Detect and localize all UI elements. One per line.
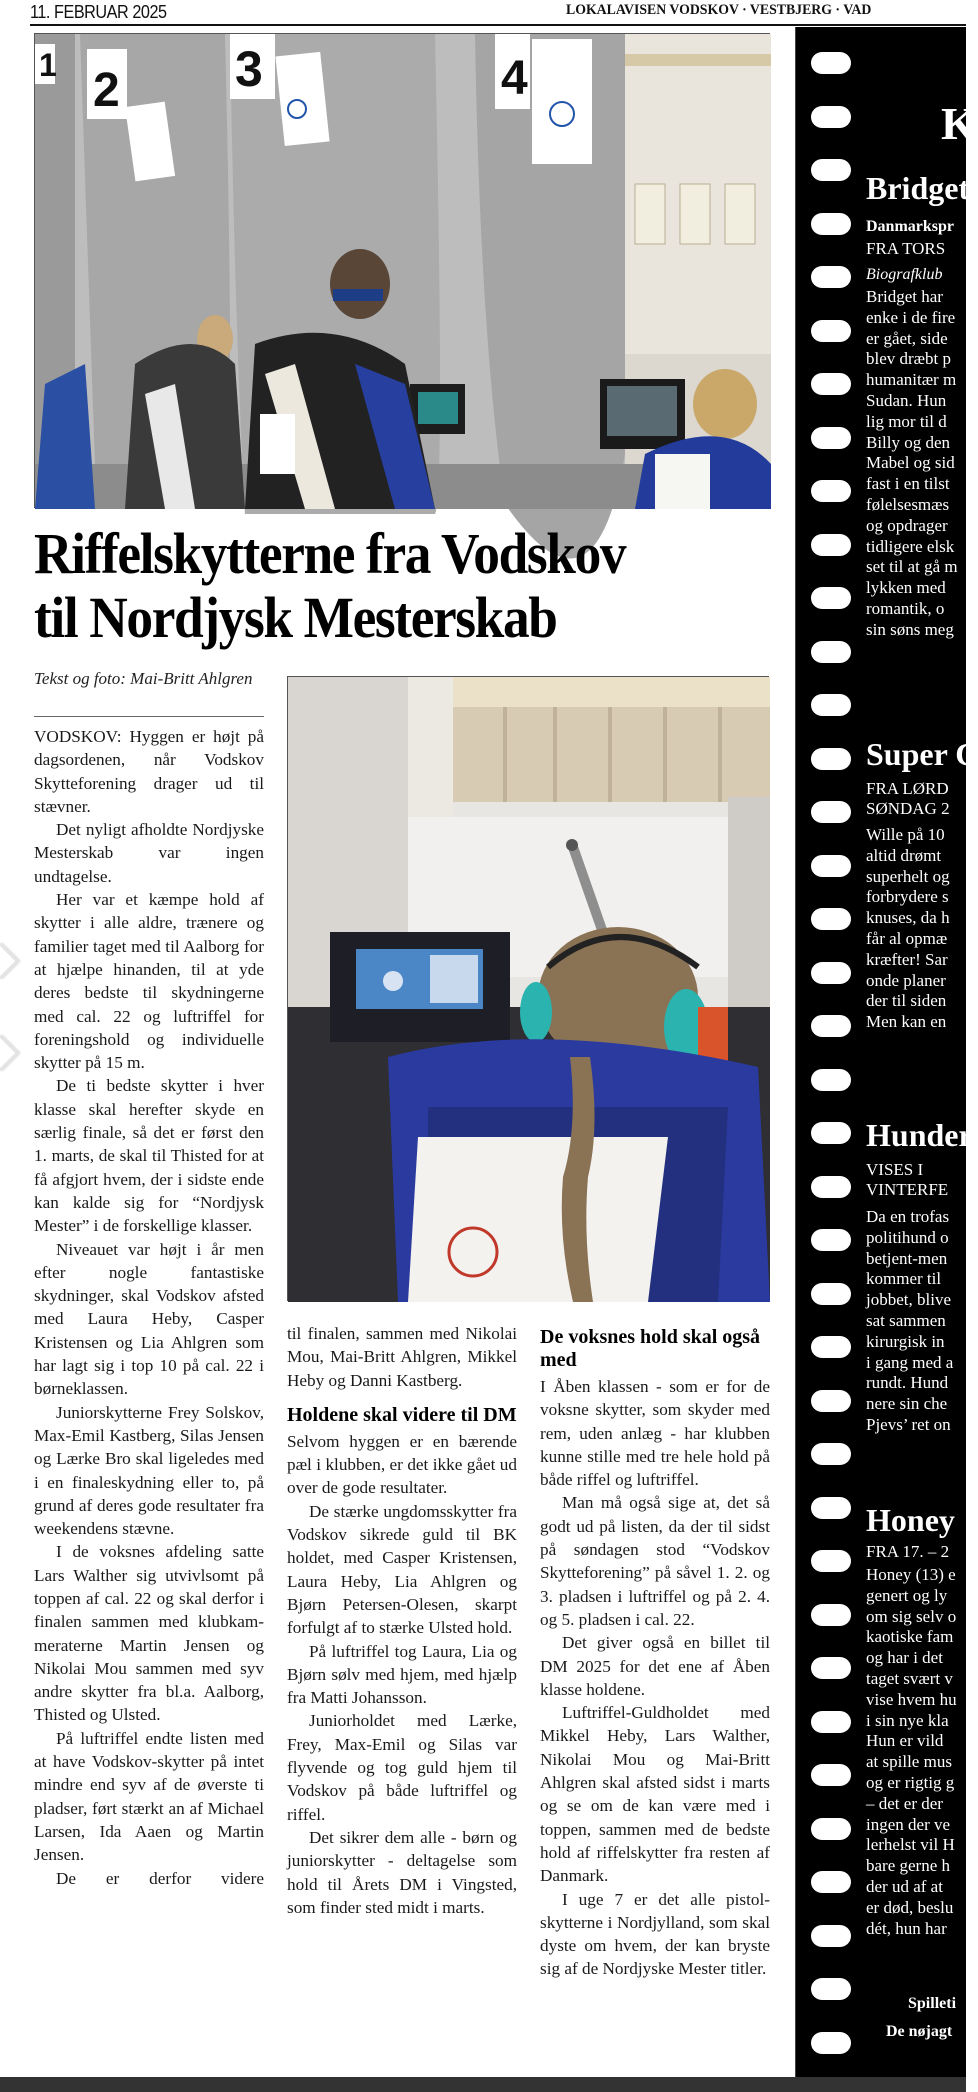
article-column-3 [540, 1322, 770, 1981]
svg-text:3: 3 [235, 41, 263, 97]
film-hole [811, 855, 851, 877]
film-hole [811, 1336, 851, 1358]
film-hole [811, 1871, 851, 1893]
film-hole [811, 266, 851, 288]
paragraph: De ti bedste skytter i hver klasse skal herefter skyde en særlig finale, så det er først den 1. marts, de skal til Thisted for at få afgjort hvem, der i sidste ende kan kalde sig for “Nordjysk Mester” i de forskellige klasser. [34, 1076, 264, 1236]
movie-description: Honey (13) e genert og ly om sig selv o kaotiske fam og har i det taget svært v vise hvem hu i sin nye kla Hun er vild at spille mus og er rigtig g – det er der ingen der ve lerhelst vil H bare gerne h der ud af at er død, beslu dét, hun har [866, 1565, 957, 1938]
headline-line-1: Riffelskytterne fra Vodskov [34, 521, 626, 586]
movie-date: FRA LØRD SØNDAG 2 [866, 779, 950, 818]
chevron-right-icon[interactable] [0, 1035, 19, 1072]
movie-description: Wille på 10 altid drømt superhelt og forbrydere s knuses, da h får al opmæ kræfter! Sar onde planer der til siden Men kan en [866, 825, 950, 1032]
paragraph: Selvom hyggen er en bærende pæl i klubben, er det ikke gået ud over de gode resultater. [287, 1431, 517, 1498]
film-hole [811, 908, 851, 930]
film-hole [811, 52, 851, 74]
film-hole [811, 1443, 851, 1465]
subheading-adult-teams: De voksnes hold skal også med [540, 1326, 761, 1371]
paragraph: Niveauet var højt i år men efter nogle fantastiske skydninger, skal Vodskov afsted med Laura Heby, Casper Kristensen og Lia Ahlgren som har lagt sig i top 10 på cal. 22 i børneklassen. [34, 1239, 264, 1399]
film-hole [811, 587, 851, 609]
film-hole [811, 1229, 851, 1251]
film-hole [811, 962, 851, 984]
film-hole [811, 1978, 851, 2000]
paragraph: Her var et kæmpe hold af skytter i alle aldre, trænere og familier taget med til Aalborg for at hjælpe hinanden, til at yde deres bedste til skydningerne med cal. 22 og luftriffel for foreningshold og individuelle skytter på 15 m. [34, 890, 264, 1073]
film-hole [811, 1069, 851, 1091]
byline-divider [34, 716, 264, 717]
chevron-right-icon[interactable] [0, 943, 19, 980]
svg-text:2: 2 [93, 64, 120, 117]
film-hole [811, 1711, 851, 1733]
showtimes-note: De nøjagt [886, 2023, 953, 2040]
article-photo-shooting-booths [34, 33, 770, 508]
film-hole [811, 1604, 851, 1626]
paragraph: På luftriffel endte listen med at have Vodskov-skytter på intet mindre end syv af de øverste ti pladser, ført stærkt an af Michael Larsen, Ida Aaen og Martin Jensen. [34, 1728, 264, 1865]
film-hole [811, 480, 851, 502]
svg-text:1: 1 [39, 47, 57, 83]
film-hole [811, 1764, 851, 1786]
movie-subtitle: Danmarkspr [866, 218, 955, 235]
article-column-2 [287, 1322, 517, 1919]
paragraph: Juniorskytterne Frey Solskov, Max-Emil Kastberg, Silas Jensen og Lærke Bro skal ligeledes med i en finaleskydning eller to, på grund af deres gode resultater fra weekendens stævne. [34, 1402, 264, 1539]
movie-date: FRA TORS [866, 239, 946, 258]
film-hole [811, 1550, 851, 1572]
headline-line-2: til Nordjysk Mesterskab [34, 585, 557, 650]
film-hole [811, 106, 851, 128]
film-hole [811, 748, 851, 770]
paragraph: Det sikrer dem alle - børn og juniorskytter - deltagelse som hold til Årets DM i Vingsted, som finder sted midt i marts. [287, 1827, 517, 1917]
film-hole [811, 1497, 851, 1519]
film-hole [811, 1122, 851, 1144]
movie-title[interactable]: Honey [866, 1502, 955, 1538]
film-hole [811, 1176, 851, 1198]
film-hole [811, 1657, 851, 1679]
paragraph: til finalen, sammen med Nikolai Mou, Mai-Britt Ahlgren, Mikkel Heby og Danni Kastberg. [287, 1324, 517, 1390]
movie-venue: Biografklub [866, 266, 943, 283]
issue-date: 11. FEBRUAR 2025 [30, 2, 167, 22]
movie-description: Bridget har enke i de fire er gået, side blev dræbt p humanitær m Sudan. Hun lig mor til d Billy og den Mabel og sid fast i en tilst følelsesmæs og opdrager tidligere elsk set til at gå m lykken med romantik, o sin søns meg [866, 287, 958, 639]
article-photo-girl-shooting [287, 676, 769, 1301]
film-hole [811, 1283, 851, 1305]
paragraph: De er derfor videre [56, 1868, 264, 1888]
byline: Tekst og foto: Mai-Britt Ahlgren [34, 669, 253, 688]
subheading-teams-to-dm: Holdene skal videre til DM [287, 1403, 517, 1426]
film-hole [811, 2032, 851, 2054]
paragraph: VODSKOV: Hyggen er højt på dagsordenen, når Vodskov Skytteforening drager ud til stævner. [34, 727, 264, 816]
paragraph: De stærke ungdomsskytter fra Vodskov sikrede guld til BK holdet, med Casper Kristensen, Laura Heby, Lia Ahlgren og Bjørn Petersen-Olesen, skarpt forfulgt af to stærke Ulsted hold. [287, 1501, 517, 1638]
movie-title[interactable]: Bridget [866, 170, 970, 206]
film-hole [811, 641, 851, 663]
film-hole [811, 320, 851, 342]
sidebar-title: K [941, 98, 977, 149]
article-headline [34, 522, 724, 650]
paragraph: Det nyligt afholdte Nordjyske Mesterskab var ingen undtagelse. [34, 820, 264, 886]
film-hole [811, 159, 851, 181]
film-hole [811, 1925, 851, 1947]
article-column-1 [34, 725, 264, 1890]
paragraph: Det giver også en billet til DM 2025 for det ene af Åben klasse holdene. [540, 1633, 770, 1699]
film-hole [811, 1390, 851, 1412]
paragraph: Luftriffel-Guldholdet med Mikkel Heby, Lars Walther, Nikolai Mou og Mai-Britt Ahlgren skal afsted sidst i marts og se om de kan være med i toppen, sammen med de bedste hold af riffelskytter fra resten af Danmark. [540, 1703, 770, 1886]
newspaper-name: LOKALAVISEN VODSKOV · VESTBJERG · VAD [566, 2, 872, 18]
film-hole [811, 534, 851, 556]
paragraph: Man må også sige at, det så godt ud på listen, da der til sidst på søndagen stod “Vodskov Skytteforening” på såvel 1. 2. og 3. pladsen i luftriffel og på 2. 4. og 5. pladsen i cal. 22. [540, 1493, 770, 1629]
film-hole [811, 213, 851, 235]
film-hole [811, 427, 851, 449]
movie-date: FRA 17. – 2 [866, 1542, 950, 1561]
svg-text:4: 4 [501, 52, 528, 105]
movie-title[interactable]: Super C [866, 736, 978, 772]
paragraph: I uge 7 er det alle pistolskytterne i Nordjylland, som skal dyste om hvem, der kan bryste sig af de Nordjyske Mester titler. [540, 1889, 770, 1979]
film-hole [811, 1818, 851, 1840]
movie-date: VISES I VINTERFE [866, 1160, 949, 1199]
cinema-sidebar [795, 27, 978, 2077]
viewer-bottom-bar [0, 2077, 966, 2092]
booths-photo-illustration [35, 34, 771, 509]
film-hole [811, 373, 851, 395]
film-hole [811, 1015, 851, 1037]
header-divider [30, 24, 966, 26]
film-hole [811, 801, 851, 823]
paragraph: På luftriffel tog Laura, Lia og Bjørn sølv med hjem, med hjælp fra Matti Johansson. [287, 1641, 517, 1708]
paragraph: I de voksnes afdeling satte Lars Walther sig utvivlsomt på toppen af cal. 22 og skal derfor i finalen sammen med klubkammeraterne Martin Jensen og Nikolai Mou sammen med syv andre skytter fra bl.a. Aalborg, Thisted og Ulsted. [34, 1542, 264, 1725]
film-hole [811, 694, 851, 716]
movie-description: Da en trofas politihund o betjent-men kommer til jobbet, blive sat sammen kirurgisk in i gang med a rundt. Hund nere sin che Pjevs’ ret on [866, 1207, 954, 1434]
page-header [0, 0, 966, 26]
paragraph: Juniorholdet med Lærke, Frey, Max-Emil og Silas var flyvende og tog guld hjem til Vodskov på både luftriffel og riffel. [287, 1711, 517, 1824]
movie-title[interactable]: Hunder [866, 1117, 973, 1153]
showtimes-label: Spilleti [908, 1995, 957, 2012]
girl-shooting-photo-illustration [288, 677, 770, 1302]
paragraph: I Åben klassen - som er for de voksne skytter, som skyder med rem, uden anlæg - har klubben kunne stille med tre hele hold på både riffel og luftriffel. [540, 1377, 770, 1490]
